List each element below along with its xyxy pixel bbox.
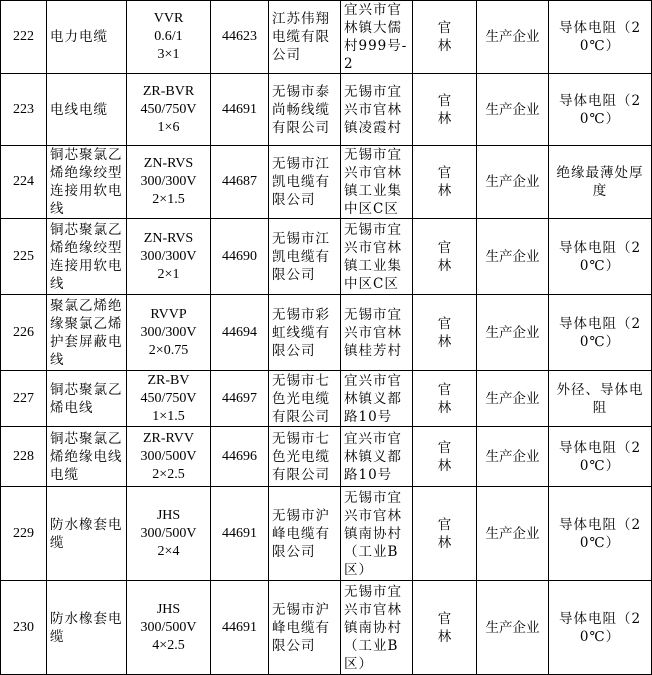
failed-item-cell: 导体电阻（20℃）: [549, 74, 652, 146]
address-cell: 无锡市宜兴市官林镇工业集中区C区: [341, 219, 413, 295]
sample-code-cell: 44691: [211, 487, 269, 581]
model-spec-cell: ZR-BVR 450/750V 1×6: [127, 74, 211, 146]
town-label: 官林: [437, 92, 466, 127]
town-label: 官林: [437, 20, 466, 54]
failed-item-cell: 绝缘最薄处厚度: [549, 146, 652, 219]
row-number-cell: 226: [1, 295, 47, 371]
model-spec-cell: JHS 300/500V 4×2.5: [127, 581, 211, 675]
sample-code-cell: 44694: [211, 295, 269, 371]
sample-code-cell: 44690: [211, 219, 269, 295]
model-spec-cell: ZR-BV 450/750V 1×1.5: [127, 371, 211, 427]
company-cell: 无锡市沪峰电缆有限公司: [269, 581, 341, 675]
enterprise-type-cell: 生产企业: [477, 371, 549, 427]
sample-code-cell: 44687: [211, 146, 269, 219]
town-label: 官林: [437, 610, 466, 645]
town-cell: [413, 295, 477, 371]
town-label: 官林: [437, 315, 466, 350]
company-cell: 江苏伟翔电缆有限公司: [269, 1, 341, 74]
table-row: [1, 427, 652, 487]
town-label: 官林: [437, 439, 466, 474]
address-cell: 无锡市宜兴市官林镇凌霞村: [341, 74, 413, 146]
failed-item-cell: 外径、导体电阻: [549, 371, 652, 427]
sample-code-cell: 44691: [211, 74, 269, 146]
enterprise-type-cell: 生产企业: [477, 146, 549, 219]
sample-code-cell: 44623: [211, 1, 269, 74]
failed-item-cell: 导体电阻（20℃）: [549, 487, 652, 581]
model-spec-cell: JHS 300/500V 2×4: [127, 487, 211, 581]
table-row: [1, 295, 652, 371]
model-spec-cell: RVVP 300/300V 2×0.75: [127, 295, 211, 371]
enterprise-type-cell: 生产企业: [477, 74, 549, 146]
product-name-cell: 铜芯聚氯乙烯绝缘电线电缆: [47, 427, 127, 487]
row-number-cell: 228: [1, 427, 47, 487]
town-cell: [413, 1, 477, 74]
row-number-cell: 223: [1, 74, 47, 146]
town-cell: [413, 487, 477, 581]
failed-item-cell: 导体电阻（20℃）: [549, 1, 652, 74]
town-cell: [413, 146, 477, 219]
town-cell: [413, 581, 477, 675]
town-cell: [413, 371, 477, 427]
table-row: [1, 487, 652, 581]
town-label: 官林: [437, 516, 466, 551]
table-row: [1, 581, 652, 675]
address-cell: 无锡市宜兴市官林镇桂芳村: [341, 295, 413, 371]
table-row: [1, 1, 652, 74]
product-name-cell: 铜芯聚氯乙烯绝缘绞型连接用软电线: [47, 146, 127, 219]
company-cell: 无锡市江凯电缆有限公司: [269, 146, 341, 219]
row-number-cell: 222: [1, 1, 47, 74]
address-cell: 宜兴市官林镇义都路10号: [341, 427, 413, 487]
row-number-cell: 230: [1, 581, 47, 675]
product-name-cell: 防水橡套电缆: [47, 581, 127, 675]
enterprise-type-cell: 生产企业: [477, 1, 549, 74]
table-body: [1, 1, 652, 675]
enterprise-type-cell: 生产企业: [477, 295, 549, 371]
row-number-cell: 227: [1, 371, 47, 427]
company-cell: 无锡市彩虹线缆有限公司: [269, 295, 341, 371]
product-name-cell: 铜芯聚氯乙烯绝缘绞型连接用软电线: [47, 219, 127, 295]
product-name-cell: 电线电缆: [47, 74, 127, 146]
product-name-cell: 铜芯聚氯乙烯电线: [47, 371, 127, 427]
product-name-cell: 防水橡套电缆: [47, 487, 127, 581]
address-cell: 无锡市宜兴市官林镇南协村（工业B区）: [341, 487, 413, 581]
company-cell: 无锡市七色光电缆有限公司: [269, 371, 341, 427]
enterprise-type-cell: 生产企业: [477, 427, 549, 487]
row-number-cell: 225: [1, 219, 47, 295]
town-label: 官林: [437, 165, 466, 199]
sample-code-cell: 44691: [211, 581, 269, 675]
town-cell: [413, 74, 477, 146]
address-cell: 宜兴市官林镇大儒村999号-2: [341, 1, 413, 74]
company-cell: 无锡市沪峰电缆有限公司: [269, 487, 341, 581]
row-number-cell: 224: [1, 146, 47, 219]
table-row: [1, 146, 652, 219]
failed-item-cell: 导体电阻（20℃）: [549, 427, 652, 487]
town-label: 官林: [437, 239, 466, 274]
product-name-cell: 电力电缆: [47, 1, 127, 74]
town-label: 官林: [437, 381, 466, 416]
enterprise-type-cell: 生产企业: [477, 219, 549, 295]
enterprise-type-cell: 生产企业: [477, 581, 549, 675]
model-spec-cell: ZR-RVV 300/500V 2×2.5: [127, 427, 211, 487]
model-spec-cell: VVR 0.6/1 3×1: [127, 1, 211, 74]
company-cell: 无锡市江凯电缆有限公司: [269, 219, 341, 295]
sample-code-cell: 44697: [211, 371, 269, 427]
product-name-cell: 聚氯乙烯绝缘聚氯乙烯护套屏蔽电线: [47, 295, 127, 371]
company-cell: 无锡市泰尚畅线缆有限公司: [269, 74, 341, 146]
model-spec-cell: ZN-RVS 300/300V 2×1: [127, 219, 211, 295]
address-cell: 无锡市宜兴市官林镇南协村（工业B区）: [341, 581, 413, 675]
company-cell: 无锡市七色光电缆有限公司: [269, 427, 341, 487]
address-cell: 宜兴市官林镇义都路10号: [341, 371, 413, 427]
failed-item-cell: 导体电阻（20℃）: [549, 219, 652, 295]
row-number-cell: 229: [1, 487, 47, 581]
model-spec-cell: ZN-RVS 300/300V 2×1.5: [127, 146, 211, 219]
enterprise-type-cell: 生产企业: [477, 487, 549, 581]
address-cell: 无锡市宜兴市官林镇工业集中区C区: [341, 146, 413, 219]
failed-item-cell: 导体电阻（20℃）: [549, 581, 652, 675]
table-row: [1, 371, 652, 427]
table-row: [1, 74, 652, 146]
town-cell: [413, 427, 477, 487]
table-row: [1, 219, 652, 295]
sample-code-cell: 44696: [211, 427, 269, 487]
failed-item-cell: 导体电阻（20℃）: [549, 295, 652, 371]
town-cell: [413, 219, 477, 295]
